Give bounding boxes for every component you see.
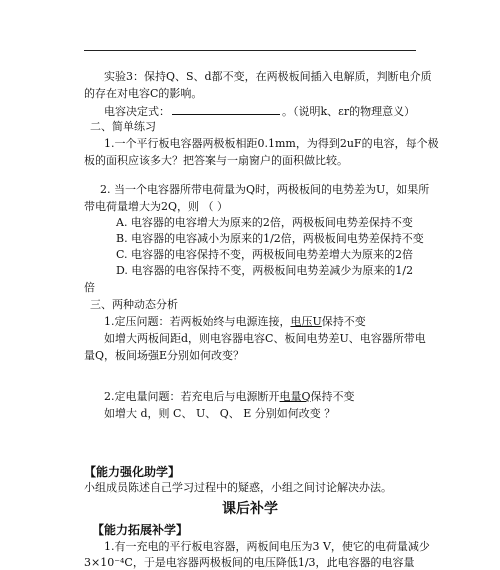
- dynamic-p1-suffix: 保持不变: [321, 315, 366, 328]
- ability-heading: 【能力强化助学】: [84, 465, 181, 479]
- dynamic-p1: [104, 315, 366, 329]
- dynamic-p2-q: 如增大 d，则 C、 U、 Q、 E 分别如何改变 ？: [104, 407, 336, 420]
- dynamic-heading: 三、两种动态分析: [90, 298, 178, 311]
- option-d-line2: 倍: [84, 281, 95, 294]
- top-divider: [84, 50, 416, 51]
- ability-text: 小组成员陈述自己学习过程中的疑惑，小组之间讨论解决办法。: [84, 481, 392, 494]
- dynamic-p1-prefix: 1.定压问题：若两板始终与电源连接，: [104, 315, 291, 328]
- option-d-line1: D. 电容器的电容保持不变，两极板间电势差减少为原来的1/2: [116, 264, 414, 277]
- exp3-line2: 的存在对电容C的影响。: [84, 87, 203, 100]
- dynamic-p2-underlined: 电量Q: [279, 390, 311, 403]
- expand-heading: 【能力拓展补学】: [92, 523, 189, 537]
- simple-q2-line1: 2. 当一个电容器所带电荷量为Q时，两极板间的电势差为U，如果所: [100, 183, 430, 196]
- dynamic-p2-prefix: 2.定电量问题：若充电后与电源断开: [104, 390, 280, 403]
- option-b: B. 电容器的电容减小为原来的1/2倍，两极板间电势差保持不变: [116, 232, 424, 245]
- after-class-title: 课后补学: [222, 501, 278, 517]
- option-a: A. 电容器的电容增大为原来的2倍，两极板间电势差保持不变: [116, 216, 413, 229]
- dynamic-p1-q-line2: 量Q，板间场强E分别如何改变？: [84, 349, 245, 362]
- simple-q1-line2: 板的面积应该多大？把答案与一扇窗户的面积做比较。: [84, 154, 348, 167]
- dynamic-p2-suffix: 保持不变: [310, 390, 355, 403]
- simple-q1-line1: 1.一个平行板电容器两极板相距0.1mm，为得到2uF的电容，每个极: [104, 137, 439, 150]
- dynamic-p1-underlined: 电压U: [290, 315, 322, 328]
- dynamic-p2: [104, 390, 355, 404]
- cap-formula-line: [104, 104, 415, 119]
- simple-q2-line2: 带电荷量增大为2Q，则 （ ）: [84, 200, 229, 213]
- expand-q1-line2: 3×10⁻⁴C，于是电容器两极板间的电压降低1/3，此电容器的电容量: [84, 556, 415, 569]
- simple-heading: 二、简单练习: [90, 120, 156, 133]
- cap-formula-suffix: 。（说明k、εr的物理意义）: [282, 105, 416, 118]
- dynamic-p1-q-line1: 如增大两板间距d，则电容器电容C、板间电势差U、电容器所带电: [104, 332, 426, 345]
- cap-formula-blank: [172, 104, 280, 115]
- option-c: C. 电容器的电容保持不变，两极板间电势差增大为原来的2倍: [116, 248, 414, 261]
- expand-q1-line1: 1.有一充电的平行板电容器，两板间电压为3 V，使它的电荷量减少: [104, 540, 430, 553]
- exp3-line1: 实验3：保持Q、S、d都不变，在两极板间插入电解质，判断电介质: [104, 70, 432, 83]
- cap-formula-prefix: 电容决定式：: [104, 105, 170, 118]
